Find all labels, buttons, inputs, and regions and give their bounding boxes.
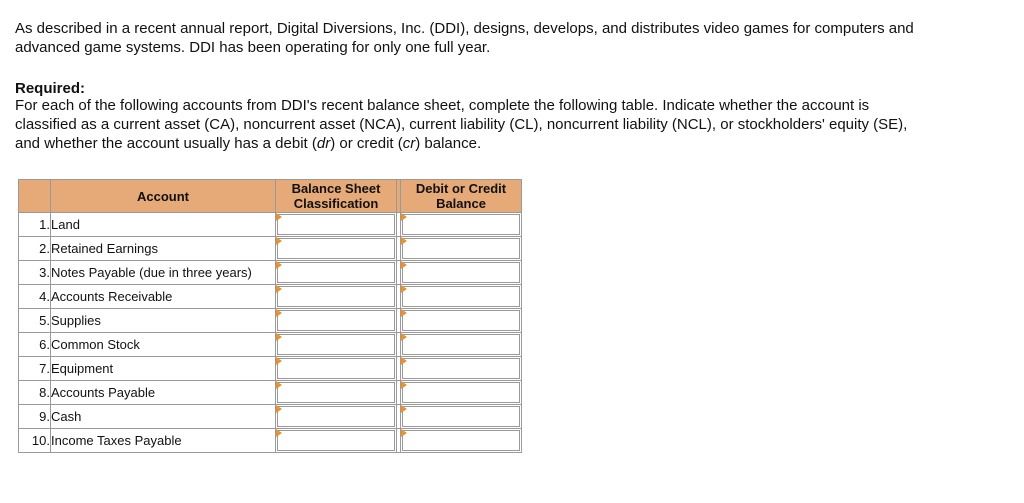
dropdown-marker-icon	[401, 285, 407, 293]
balance-dropdown[interactable]	[402, 334, 520, 355]
dropdown-marker-icon	[401, 261, 407, 269]
row-number: 3.	[19, 261, 51, 285]
balance-dropdown[interactable]	[402, 430, 520, 451]
balance-cell	[401, 213, 522, 237]
required-line-3a: and whether the account usually has a debit (	[15, 135, 317, 152]
required-line-1: For each of the following accounts from DDI's recent balance sheet, complete the following table. Indicate whether the account is	[15, 97, 870, 114]
balance-dropdown[interactable]	[402, 286, 520, 307]
row-account: Income Taxes Payable	[51, 429, 276, 453]
row-number: 9.	[19, 405, 51, 429]
credit-abbrev: cr	[402, 135, 416, 152]
table-row	[19, 285, 522, 309]
required-line-3c: ) balance.	[415, 135, 482, 152]
classification-cell	[276, 309, 397, 333]
classification-dropdown[interactable]	[277, 382, 395, 403]
balance-cell	[401, 309, 522, 333]
classification-cell	[276, 405, 397, 429]
dropdown-marker-icon	[401, 381, 407, 389]
classification-cell	[276, 237, 397, 261]
balance-cell	[401, 285, 522, 309]
header-number	[19, 180, 51, 213]
row-number: 8.	[19, 381, 51, 405]
intro-line-1: As described in a recent annual report, Digital Diversions, Inc. (DDI), designs, develops, and distributes video games for computers and	[15, 20, 914, 37]
table-row	[19, 261, 522, 285]
balance-dropdown[interactable]	[402, 238, 520, 259]
intro-paragraph	[15, 19, 1015, 57]
balance-cell	[401, 261, 522, 285]
dropdown-marker-icon	[401, 237, 407, 245]
intro-line-2: advanced game systems. DDI has been operating for only one full year.	[15, 39, 491, 56]
classification-dropdown[interactable]	[277, 310, 395, 331]
required-line-2: classified as a current asset (CA), noncurrent asset (NCA), current liability (CL), noncurrent liability (NCL), or stockholders' equity (SE),	[15, 116, 908, 133]
dropdown-marker-icon	[401, 213, 407, 221]
balance-cell	[401, 381, 522, 405]
table-row	[19, 237, 522, 261]
row-number: 4.	[19, 285, 51, 309]
classification-dropdown[interactable]	[277, 334, 395, 355]
row-account: Equipment	[51, 357, 276, 381]
balance-dropdown[interactable]	[402, 262, 520, 283]
dropdown-marker-icon	[401, 333, 407, 341]
classification-cell	[276, 357, 397, 381]
row-account: Accounts Receivable	[51, 285, 276, 309]
dropdown-marker-icon	[276, 357, 282, 365]
row-number: 7.	[19, 357, 51, 381]
classification-cell	[276, 381, 397, 405]
dropdown-marker-icon	[276, 213, 282, 221]
dropdown-marker-icon	[276, 237, 282, 245]
dropdown-marker-icon	[401, 309, 407, 317]
required-line-3b: ) or credit (	[330, 135, 403, 152]
header-classification-line-1: Balance Sheet	[291, 181, 381, 196]
classification-dropdown[interactable]	[277, 358, 395, 379]
header-classification	[276, 180, 397, 213]
table-row	[19, 429, 522, 453]
balance-dropdown[interactable]	[402, 358, 520, 379]
dropdown-marker-icon	[276, 285, 282, 293]
balance-dropdown[interactable]	[402, 214, 520, 235]
accounts-table	[18, 179, 522, 453]
header-balance-line-2: Balance	[436, 196, 486, 211]
dropdown-marker-icon	[276, 333, 282, 341]
table-row	[19, 405, 522, 429]
dropdown-marker-icon	[401, 357, 407, 365]
header-balance	[401, 180, 522, 213]
row-number: 6.	[19, 333, 51, 357]
header-account: Account	[51, 180, 276, 213]
dropdown-marker-icon	[276, 309, 282, 317]
classification-dropdown[interactable]	[277, 214, 395, 235]
table-row	[19, 213, 522, 237]
balance-cell	[401, 405, 522, 429]
row-account: Accounts Payable	[51, 381, 276, 405]
required-instructions	[15, 96, 1015, 153]
required-heading: Required:	[15, 80, 86, 97]
row-number: 10.	[19, 429, 51, 453]
table-row	[19, 357, 522, 381]
balance-cell	[401, 429, 522, 453]
header-classification-line-2: Classification	[293, 196, 379, 211]
classification-cell	[276, 285, 397, 309]
header-balance-line-1: Debit or Credit	[415, 181, 507, 196]
table-header-row	[19, 180, 522, 213]
dropdown-marker-icon	[276, 405, 282, 413]
dropdown-marker-icon	[401, 429, 407, 437]
required-line-3	[15, 134, 1015, 153]
debit-abbrev: dr	[316, 135, 331, 152]
balance-dropdown[interactable]	[402, 382, 520, 403]
classification-cell	[276, 429, 397, 453]
classification-cell	[276, 261, 397, 285]
row-account: Cash	[51, 405, 276, 429]
row-account: Retained Earnings	[51, 237, 276, 261]
table-row	[19, 381, 522, 405]
dropdown-marker-icon	[276, 261, 282, 269]
row-account: Supplies	[51, 309, 276, 333]
row-number: 1.	[19, 213, 51, 237]
classification-cell	[276, 333, 397, 357]
dropdown-marker-icon	[276, 429, 282, 437]
dropdown-marker-icon	[401, 405, 407, 413]
classification-dropdown[interactable]	[277, 406, 395, 427]
row-account: Land	[51, 213, 276, 237]
balance-cell	[401, 357, 522, 381]
row-number: 2.	[19, 237, 51, 261]
table-row	[19, 333, 522, 357]
balance-cell	[401, 237, 522, 261]
balance-dropdown[interactable]	[402, 310, 520, 331]
classification-dropdown[interactable]	[277, 286, 395, 307]
classification-dropdown[interactable]	[277, 430, 395, 451]
classification-dropdown[interactable]	[277, 262, 395, 283]
row-number: 5.	[19, 309, 51, 333]
balance-dropdown[interactable]	[402, 406, 520, 427]
classification-dropdown[interactable]	[277, 238, 395, 259]
row-account: Notes Payable (due in three years)	[51, 261, 276, 285]
row-account: Common Stock	[51, 333, 276, 357]
dropdown-marker-icon	[276, 381, 282, 389]
classification-cell	[276, 213, 397, 237]
table-row	[19, 309, 522, 333]
balance-cell	[401, 333, 522, 357]
